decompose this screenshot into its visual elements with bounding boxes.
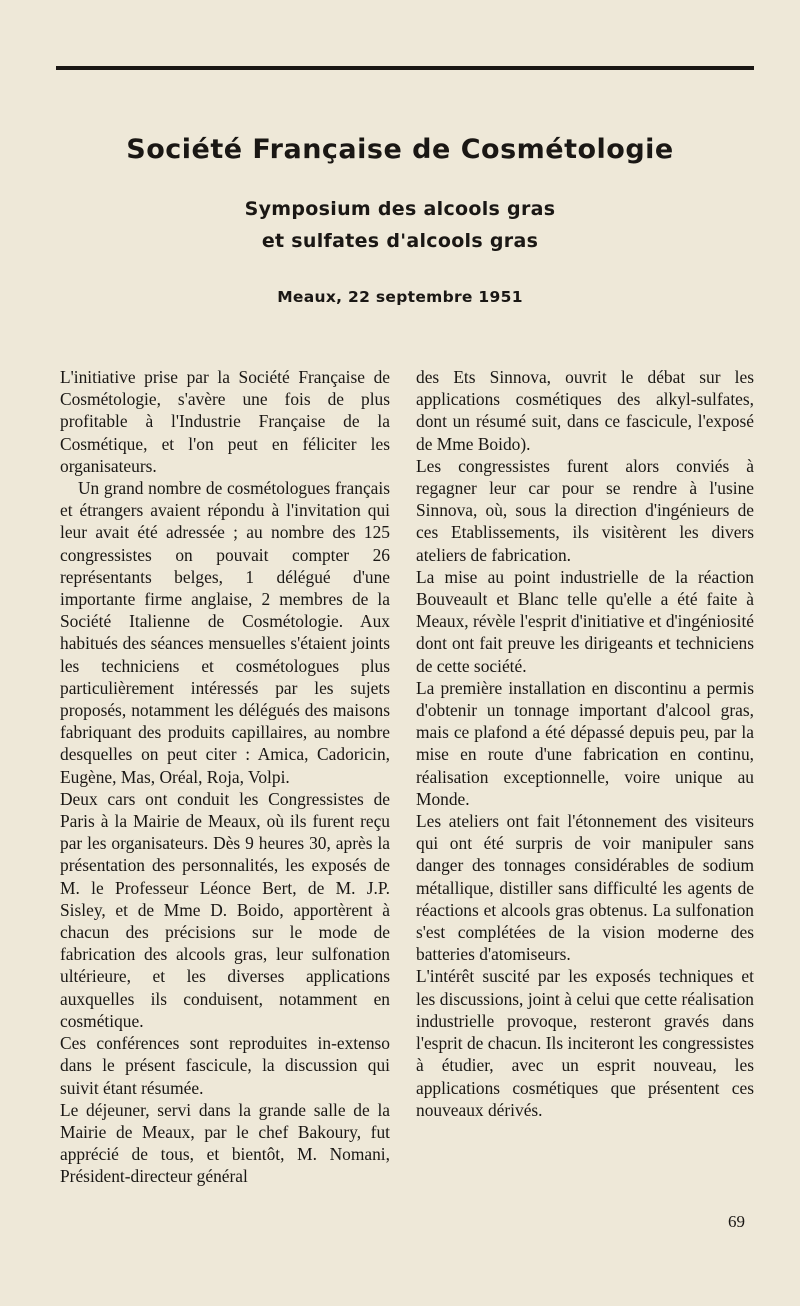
paragraph: L'intérêt suscité par les exposés techniques et les discussions, joint à celui que cette réalisation industrielle provoque, resteront gravés dans l'esprit de chacun. Ils inciteront les congressistes à étudier, avec un esprit nouveau, les applications cosmétiques que présentent ces nouveaux dérivés.	[416, 966, 754, 1120]
paragraph: La mise au point industrielle de la réaction Bouveault et Blanc telle qu'elle a été faite à Meaux, révèle l'esprit d'initiative et d'ingéniosité dont ont fait preuve les dirigeants et techniciens de cette société.	[416, 566, 754, 676]
paragraph: des Ets Sinnova, ouvrit le débat sur les applications cosmétiques des alkyl-sulfates, dont un résumé suit, dans ce fascicule, l'exposé de Mme Boido).	[416, 367, 754, 454]
paragraph: Deux cars ont conduit les Congressistes de Paris à la Mairie de Meaux, où ils furent reçu par les organisateurs. Dès 9 heures 30, après la présentation des personnalités, les exposés de M. le Professeur Léonce Bert, de M. J.P. Sisley, et de Mme D. Boido, apportèrent à chacun des précisions sur le mode de fabrication des alcools gras, leur sulfonation ultérieure, et les diverses applications auxquelles ils conduisent, notamment en cosmétique.	[60, 788, 390, 1031]
paragraph: Les ateliers ont fait l'étonnement des visiteurs qui ont été surpris de voir manipuler sans danger des tonnages considérables de sodium métallique, distiller sans difficulté les agents de réactions et alcools gras obtenus. La sulfonation s'est complétées de la vision moderne des batteries d'atomiseurs.	[416, 811, 754, 965]
left-column	[60, 366, 390, 1188]
page-number: 69	[728, 1212, 745, 1231]
place-date: Meaux, 22 septembre 1951	[277, 288, 523, 306]
right-column	[416, 366, 754, 1121]
symposium-title-line1: Symposium des alcools gras	[244, 198, 556, 220]
symposium-title-line2: et sulfates d'alcools gras	[261, 230, 539, 252]
top-rule	[56, 66, 754, 70]
paragraph: Le déjeuner, servi dans la grande salle de la Mairie de Meaux, par le chef Bakoury, fut apprécié de tous, et bientôt, M. Nomani, Président-directeur général	[60, 1099, 390, 1187]
paragraph: La première installation en discontinu a permis d'obtenir un tonnage important d'alcool gras, mais ce plafond a été dépassé depuis peu, par la mise en route d'une fabrication en continu, réalisation exceptionnelle, voire unique au Monde.	[416, 677, 754, 809]
paragraph: L'initiative prise par la Société Française de Cosmétologie, s'avère une fois de plus profitable à l'Industrie Française de la Cosmétique, et l'on peut en féliciter les organisateurs.	[60, 367, 390, 476]
paragraph: Les congressistes furent alors conviés à regagner leur car pour se rendre à l'usine Sinnova, où, sous la direction d'ingénieurs de ces Etablissements, ils visitèrent les divers ateliers de fabrication.	[416, 455, 754, 565]
paragraph: Ces conférences sont reproduites in-extenso dans le présent fascicule, la discussion qui suivit étant résumée.	[60, 1033, 390, 1098]
page-title: Société Française de Cosmétologie	[126, 134, 674, 165]
paragraph: Un grand nombre de cosmétologues français et étrangers avaient répondu à l'invitation qui leur avait été adressée ; au nombre des 125 congressistes on pouvait compter 26 représentants belges, 1 délégué d'une importante firme anglaise, 2 membres de la Société Italienne de Cosmétologie. Aux habitués des séances mensuelles s'étaient joints les techniciens et cosmétologues plus particulièrement intéressés par les sujets proposés, notamment les délégués des maisons fabriquant des produits capillaires, au nombre desquelles on peut citer : Amica, Cadoricin, Eugène, Mas, Oréal, Roja, Volpi.	[60, 478, 390, 787]
